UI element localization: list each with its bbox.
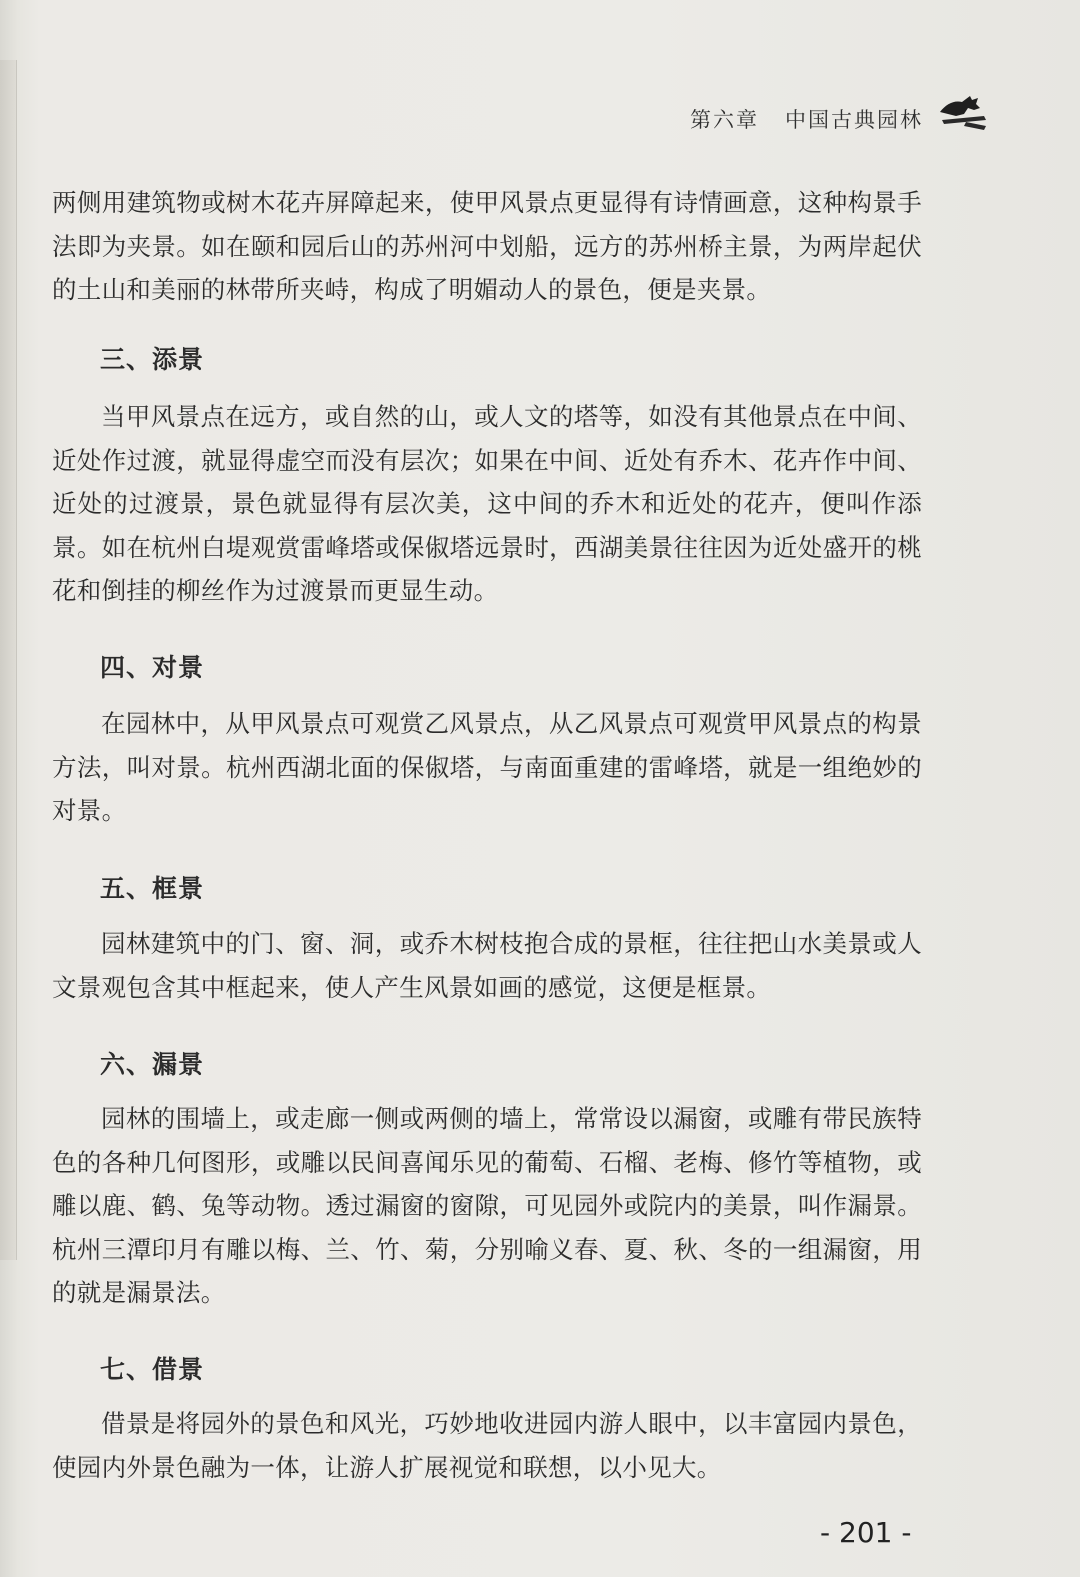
paragraph-tianjing: 当甲风景点在远方，或自然的山，或人文的塔等，如没有其他景点在中间、近处作过渡，就显得虚空而没有层次；如果在中间、近处有乔木、花卉作中间、近处的过渡景，景色就显得有层次美，这中间的乔木和近处的花卉，便叫作添景。如在杭州白堤观赏雷峰塔或保俶塔远景时，西湖美景往往因为近处盛开的桃花和倒挂的柳丝作为过渡景而更显生动。 bbox=[52, 402, 922, 605]
paragraph-jiejing: 借景是将园外的景色和风光，巧妙地收进园内游人眼中，以丰富园内景色，使园内外景色融为一体，让游人扩展视觉和联想，以小见大。 bbox=[52, 1409, 922, 1482]
paragraph-jiajing-cont: 两侧用建筑物或树木花卉屏障起来，使甲风景点更显得有诗情画意，这种构景手法即为夹景。如在颐和园后山的苏州河中划船，远方的苏州桥主景，为两岸起伏的土山和美丽的林带所夹峙，构成了明媚动人的景色，便是夹景。 bbox=[52, 188, 922, 304]
paragraph-duijing: 在园林中，从甲风景点可观赏乙风景点，从乙风景点可观赏甲风景点的构景方法，叫对景。杭州西湖北面的保俶塔，与南面重建的雷峰塔，就是一组绝妙的对景。 bbox=[52, 709, 922, 825]
page-gutter bbox=[0, 60, 17, 1260]
section-heading-tianjing: 三、添景 bbox=[100, 345, 205, 374]
section-heading-duijing: 四、对景 bbox=[100, 653, 205, 682]
running-header bbox=[690, 104, 949, 134]
chapter-number: 第六章 bbox=[690, 108, 759, 132]
section-heading-kuangjing: 五、框景 bbox=[100, 874, 205, 903]
paragraph-kuangjing: 园林建筑中的门、窗、洞，或乔木树枝抱合成的景框，往往把山水美景或人文景观包含其中框起来，使人产生风景如画的感觉，这便是框景。 bbox=[52, 929, 922, 1002]
page-number: - 201 - bbox=[820, 1516, 912, 1549]
chapter-title: 中国古典园林 bbox=[785, 108, 923, 132]
horse-logo-icon bbox=[936, 86, 990, 134]
paragraph-loujing: 园林的围墙上，或走廊一侧或两侧的墙上，常常设以漏窗，或雕有带民族特色的各种几何图形，或雕以民间喜闻乐见的葡萄、石榴、老梅、修竹等植物，或雕以鹿、鹤、兔等动物。透过漏窗的窗隙，可见园外或院内的美景，叫作漏景。杭州三潭印月有雕以梅、兰、竹、菊，分别喻义春、夏、秋、冬的一组漏窗，用的就是漏景法。 bbox=[52, 1104, 922, 1307]
section-heading-loujing: 六、漏景 bbox=[100, 1050, 205, 1079]
section-heading-jiejing: 七、借景 bbox=[100, 1355, 205, 1384]
